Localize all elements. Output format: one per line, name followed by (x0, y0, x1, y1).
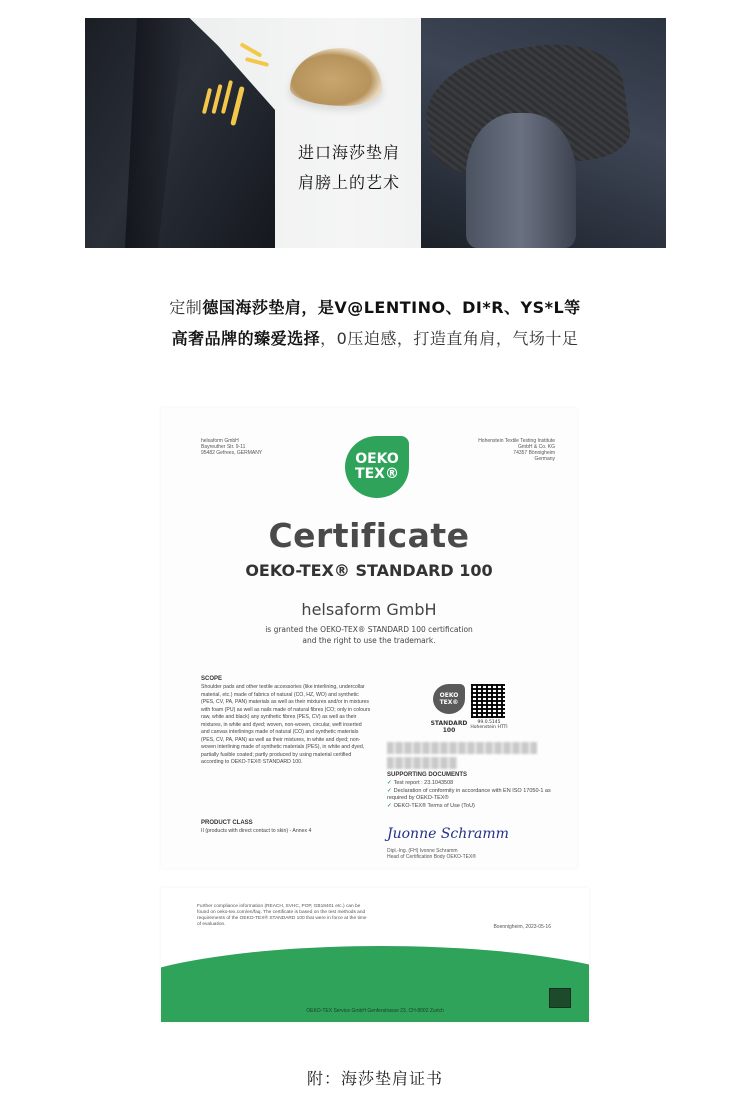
intro-line1-suffix: ，是V@LENTINO、DI*R、YS*L等 (301, 298, 581, 317)
supporting-item (387, 803, 557, 811)
check-icon: ✓ (387, 780, 392, 786)
sleeve (466, 113, 576, 248)
product-class-text: II (products with direct contact to skin) - Annex 4 (201, 828, 312, 834)
hero-line-2: 肩膀上的艺术 (298, 173, 401, 192)
scope-section (201, 676, 371, 767)
certificate-footer (161, 888, 589, 1022)
logo-line-1: OEKO (355, 451, 399, 467)
supporting-label: SUPPORTING DOCUMENTS (387, 772, 468, 778)
check-icon: ✓ (387, 787, 392, 794)
granted-line-2: and the right to use the trademark. (302, 636, 436, 645)
qr-code-line-1: 99.0.5145 (477, 720, 501, 725)
signer (387, 848, 557, 860)
oeko-tex-logo (345, 436, 409, 498)
shoulder-closeup-image (421, 18, 666, 248)
signer-line-1: Dipl.-Ing. (FH) Ivonne Schramm (387, 848, 458, 854)
supporting-item-text: Declaration of conformity in accordance with EN ISO 17050-1 as required by OEKO-TEX® (387, 787, 551, 801)
logo-line-2: TEX® (355, 466, 399, 482)
signature: Juonne Schramm (387, 826, 509, 842)
hologram-icon (549, 988, 571, 1008)
certificate-standard: OEKO-TEX® STANDARD 100 (245, 561, 493, 580)
mini-logo-line-1: OEKO (439, 692, 459, 699)
intro-line-1 (0, 295, 750, 318)
footer-address: OEKO-TEX Service GmbH Genferstrasse 23, CH-8002 Zurich (306, 1008, 444, 1014)
supporting-item-text: Test report : 23.1043508 (393, 780, 454, 786)
certificate-granted (161, 624, 577, 646)
intro-line1-prefix: 定制 (169, 298, 203, 317)
oeko-tex-mini-logo (433, 684, 465, 714)
scope-label: SCOPE (201, 676, 223, 682)
mini-std-line-2: 100 (442, 727, 456, 734)
intro-line2-suffix: ，0压迫感，打造直角肩，气场十足 (320, 329, 579, 348)
product-class-label: PRODUCT CLASS (201, 820, 253, 826)
intro-line1-bold: 德国海莎垫肩 (202, 298, 302, 317)
hero-text (298, 138, 400, 198)
check-icon: ✓ (387, 802, 392, 809)
certificate-company: helsaform GmbH (301, 600, 437, 619)
blurred-text (387, 757, 457, 769)
granted-line-1: is granted the OEKO-TEX® STANDARD 100 certification (265, 625, 473, 634)
hero-photo (85, 18, 666, 248)
place-date: Boennigheim, 2023-05-16 (493, 924, 551, 930)
mini-standard-label (427, 720, 471, 734)
certificate (161, 408, 577, 868)
caption: 附：海莎垫肩证书 (306, 1069, 443, 1088)
hero-line-1: 进口海莎垫肩 (298, 143, 401, 162)
intro-line-2 (0, 326, 750, 349)
qr-code-line-2: Hohenstein HTTI (470, 725, 508, 730)
supporting-item-text: OEKO-TEX® Terms of Use (ToU) (393, 802, 475, 809)
intro-line2-bold: 高奢品牌的臻爱选择 (171, 329, 321, 348)
mini-logo-line-2: TEX® (439, 699, 459, 706)
qr-code-icon (471, 684, 505, 718)
blurred-text (387, 742, 537, 754)
product-class-section (201, 820, 371, 836)
scope-text: Shoulder pads and other textile accessories (like interlining, undercollar material, etc.) made of fabrics of natural (CO, HZ, WO) and synthetic (PES, CV, PA, PAN) materials as well as their mixtures and/or in mixtures with foam (PU) as well as nails made of natural fibres (CO; only in colours raw, white and black) any synthetic fibres (PES, CV) as well as their mixtures, in white and dyed; woven, non-woven, circular, weft inserted and canvas interlinings made of natural (CO) and synthetic materials (PES, CV, PA, PAN) as well as their mixtures, in white and dyed; non-woven interlining made of synthetic materials (PES), in white and dyed, partially fusible coated; partly produced by using material certified according to OEKO-TEX® STANDARD 100. (201, 684, 371, 765)
mini-std-line-1: STANDARD (430, 720, 468, 727)
issuer-address: helsaform GmbH Bayreuther Str. 9-11 95482 Gefrees, GERMANY (201, 438, 263, 456)
supporting-item (387, 788, 557, 803)
shoulder-pad-image (290, 48, 382, 106)
shoulder-highlight-icon (203, 80, 253, 140)
signer-line-2: Head of Certification Body OEKO-TEX® (387, 854, 476, 860)
supporting-documents (387, 772, 557, 810)
supporting-item (387, 780, 557, 788)
pad-rays-icon (235, 44, 285, 74)
certificate-title: Certificate (268, 516, 470, 555)
qr-code-caption (469, 720, 509, 730)
institute-address: Hohenstein Textile Testing Institute GmbH & Co. KG 74357 Bönnigheim Germany (478, 438, 555, 462)
further-info: Further compliance information (REACH, SVHC, POP, GB18401 etc.) can be found on oeko-tex.com/en/faq. The certificate is based on the test methods and requirements of the OEKO-TEX® STANDARD 100 that were in force at the time of evaluation. (197, 904, 367, 927)
